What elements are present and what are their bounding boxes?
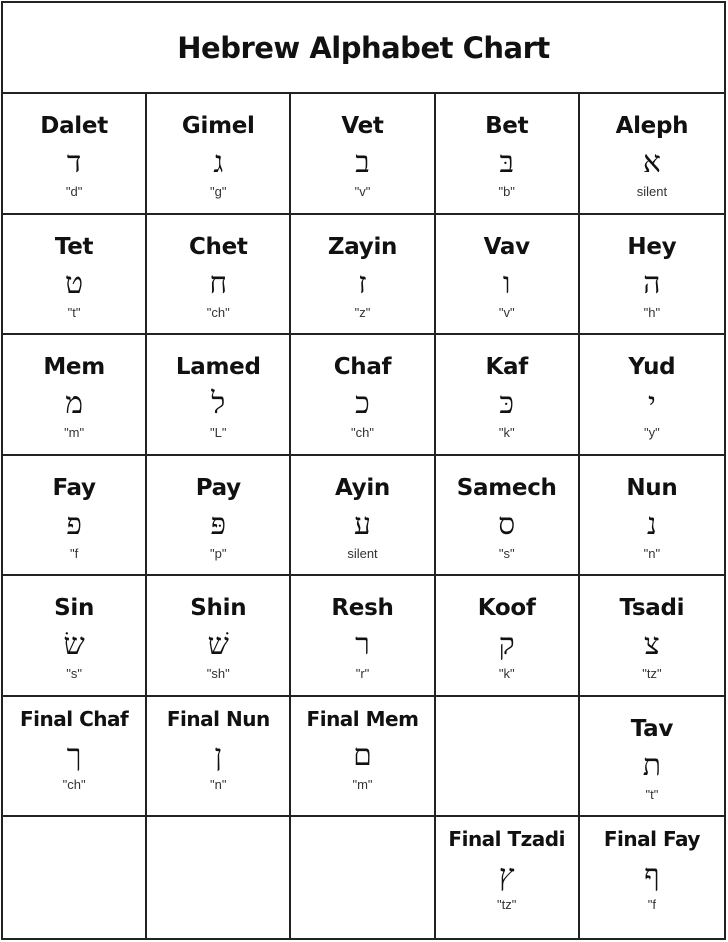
letter-sound: "y"	[644, 425, 660, 441]
letter-cell	[291, 215, 435, 336]
letter-sound: "n"	[643, 545, 661, 561]
hebrew-letter: בּ	[499, 145, 514, 180]
letter-sound: "ch"	[351, 425, 374, 441]
letter-name: Samech	[456, 474, 557, 501]
hebrew-letter: ת	[642, 747, 662, 783]
letter-cell	[147, 215, 291, 336]
letter-name: Vet	[341, 113, 384, 139]
letter-name: Kaf	[485, 354, 528, 381]
hebrew-letter: ץ	[498, 858, 515, 894]
letter-cell	[3, 576, 147, 697]
hebrew-letter: ד	[66, 145, 82, 180]
letter-cell	[3, 215, 147, 336]
letter-cell	[291, 576, 435, 697]
letter-name: Final Chaf	[20, 706, 129, 731]
letter-cell	[291, 697, 435, 818]
letter-cell	[580, 697, 724, 818]
hebrew-letter: ך	[66, 737, 82, 773]
letter-cell	[436, 456, 580, 577]
letter-cell	[291, 456, 435, 577]
hebrew-letter: ס	[498, 506, 516, 542]
letter-sound: "L"	[210, 425, 227, 441]
hebrew-letter: מ	[65, 386, 83, 422]
letter-name: Tet	[54, 233, 94, 260]
letter-name: Yud	[628, 354, 676, 381]
hebrew-letter: צ	[644, 627, 660, 663]
letter-sound: "sh"	[206, 666, 230, 682]
letter-cell	[436, 335, 580, 456]
letter-cell	[3, 335, 147, 456]
hebrew-letter: פּ	[210, 506, 227, 542]
letter-sound: "s"	[66, 666, 82, 682]
letter-sound: "b"	[498, 184, 515, 199]
hebrew-letter: כ	[355, 386, 370, 422]
letter-sound: "s"	[498, 545, 515, 561]
letter-cell	[3, 697, 147, 818]
hebrew-letter: ז	[358, 265, 367, 301]
hebrew-letter: י	[647, 386, 656, 422]
letter-sound: "f	[69, 545, 79, 561]
letter-cell	[580, 215, 724, 336]
letter-name: Sin	[54, 595, 95, 622]
letter-sound: "k"	[498, 666, 515, 682]
letter-name: Fay	[52, 474, 96, 501]
letter-cell	[580, 456, 724, 577]
letter-sound: "ch"	[62, 776, 86, 792]
letter-sound: "v"	[354, 184, 371, 199]
letter-sound: "tz"	[497, 897, 517, 913]
hebrew-letter: ה	[643, 265, 661, 301]
hebrew-letter: ח	[209, 265, 228, 301]
letter-sound: "p"	[210, 545, 227, 561]
letter-sound: "n"	[210, 776, 227, 792]
empty-cell	[147, 817, 291, 938]
letter-cell	[147, 335, 291, 456]
letter-name: Final Fay	[603, 827, 700, 852]
letter-name: Mem	[43, 354, 105, 381]
hebrew-letter: נ	[647, 506, 657, 542]
empty-cell	[3, 817, 147, 938]
letter-cell	[147, 697, 291, 818]
hebrew-letter: ב	[355, 145, 370, 180]
letter-cell	[291, 335, 435, 456]
hebrew-letter: ל	[211, 386, 226, 422]
letter-cell	[3, 456, 147, 577]
letter-name: Lamed	[175, 354, 261, 381]
chart-title: Hebrew Alphabet Chart	[3, 3, 724, 94]
empty-cell	[436, 697, 580, 818]
letter-name: Vav	[483, 233, 530, 260]
letter-cell	[291, 94, 435, 215]
hebrew-letter: א	[642, 145, 661, 180]
hebrew-letter: פ	[66, 506, 82, 542]
letter-name: Tav	[630, 715, 674, 742]
letter-name: Shin	[190, 595, 247, 622]
hebrew-alphabet-chart	[1, 1, 726, 940]
hebrew-letter: ף	[644, 858, 660, 894]
letter-cell	[436, 94, 580, 215]
letter-name: Dalet	[40, 113, 108, 139]
letter-name: Bet	[485, 113, 529, 139]
letter-sound: "d"	[65, 184, 83, 199]
letter-name: Pay	[195, 474, 241, 501]
letter-name: Gimel	[181, 113, 255, 139]
letter-sound: "r"	[355, 666, 370, 682]
letter-cell	[436, 215, 580, 336]
letter-sound: silent	[347, 545, 378, 561]
hebrew-letter: ט	[65, 265, 84, 301]
letter-cell	[147, 456, 291, 577]
letter-cell	[147, 94, 291, 215]
hebrew-letter: ם	[353, 737, 372, 773]
letter-sound: "t"	[67, 304, 81, 320]
letter-sound: "h"	[643, 304, 661, 320]
hebrew-letter: כּ	[499, 386, 515, 422]
letter-name: Zayin	[327, 233, 398, 260]
letter-cell	[580, 335, 724, 456]
letter-name: Hey	[627, 233, 677, 260]
letter-name: Tsadi	[619, 595, 685, 622]
hebrew-letter: ן	[214, 737, 223, 773]
letter-cell	[580, 576, 724, 697]
letter-sound: "tz"	[642, 666, 662, 682]
letter-sound: "f	[647, 897, 656, 913]
letter-name: Koof	[477, 595, 536, 622]
hebrew-letter: שׁ	[207, 627, 229, 663]
letter-name: Resh	[331, 595, 394, 622]
hebrew-letter: ר	[355, 627, 370, 663]
letter-cell	[580, 94, 724, 215]
hebrew-letter: ג	[213, 145, 224, 180]
letter-cell	[147, 576, 291, 697]
letter-name: Chaf	[333, 354, 392, 381]
letter-sound: "v"	[498, 304, 515, 320]
letter-name: Final Nun	[166, 706, 270, 731]
letter-cell	[580, 817, 724, 938]
letter-cell	[436, 576, 580, 697]
letter-name: Final Mem	[306, 706, 419, 731]
letter-sound: "m"	[352, 776, 373, 792]
hebrew-letter: ק	[498, 627, 515, 663]
hebrew-letter: ו	[502, 265, 511, 301]
letter-sound: "t"	[645, 786, 659, 802]
letter-sound: silent	[636, 184, 668, 199]
letter-name: Ayin	[334, 474, 390, 501]
hebrew-letter: שׂ	[63, 627, 85, 663]
letter-cell	[436, 817, 580, 938]
letter-name: Chet	[188, 233, 248, 260]
letter-cell	[3, 94, 147, 215]
letter-sound: "g"	[210, 184, 227, 199]
letter-sound: "k"	[498, 425, 515, 441]
letter-sound: "z"	[354, 304, 371, 320]
letter-sound: "m"	[64, 425, 85, 441]
letter-name: Aleph	[615, 113, 689, 139]
letter-sound: "ch"	[206, 304, 230, 320]
letter-name: Nun	[626, 474, 678, 501]
letter-grid	[3, 94, 724, 938]
letter-name: Final Tzadi	[448, 827, 565, 852]
hebrew-letter: ע	[354, 506, 371, 542]
empty-cell	[291, 817, 435, 938]
